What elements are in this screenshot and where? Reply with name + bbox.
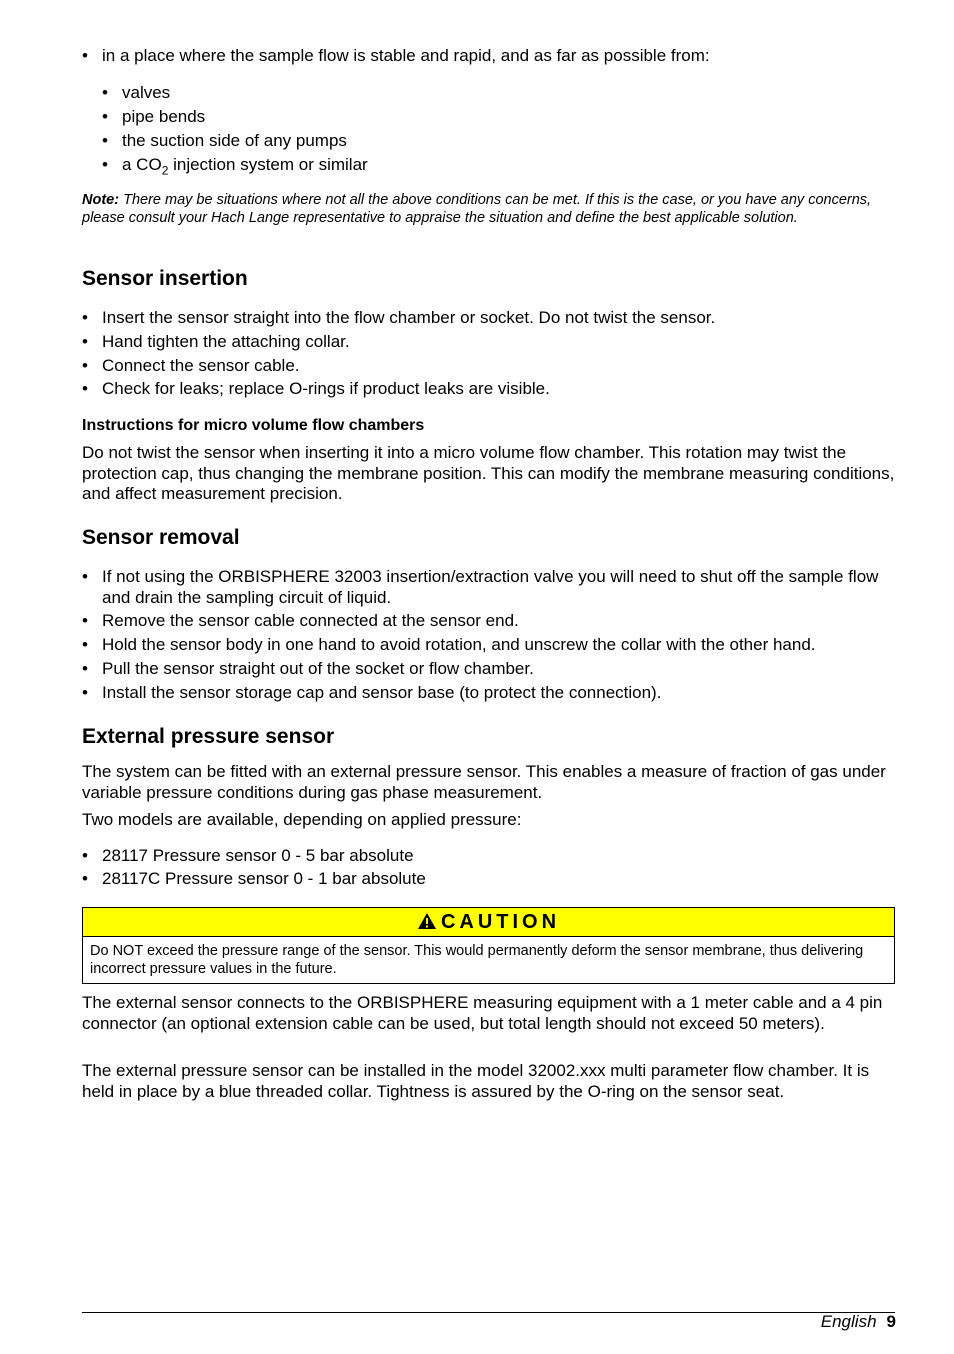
- external-pressure-para4: The external pressure sensor can be installed in the model 32002.xxx multi parameter flow chamber. It is held in place by a blue threaded collar. Tightness is assured by the O-ring on the sensor seat.: [82, 1061, 870, 1101]
- external-pressure-para1: The system can be fitted with an external pressure sensor. This enables a measure of fraction of gas under variable pressure conditions during gas phase measurement.: [82, 762, 886, 802]
- warning-triangle-icon: [417, 911, 441, 933]
- external-pressure-para3: The external sensor connects to the ORBISPHERE measuring equipment with a 1 meter cable and a 4 pin connector (an optional extension cable can be used, but total length should not exceed 50 meters).: [82, 993, 883, 1033]
- subheading-micro-volume: Instructions for micro volume flow chambers: [82, 417, 425, 434]
- footer: [821, 1312, 896, 1332]
- page-number: 9: [886, 1312, 896, 1331]
- heading-sensor-insertion: Sensor insertion: [82, 267, 248, 290]
- note: [82, 191, 894, 227]
- footer-rule: [82, 1312, 895, 1313]
- caution-title: CAUTION: [440, 911, 561, 933]
- micro-volume-paragraph: Do not twist the sensor when inserting it into a micro volume flow chamber. This rotation may twist the protection cap, thus changing the membrane position. This can modify the membrane measuring conditions, and affect measurement precision.: [82, 443, 895, 503]
- caution-header: [83, 908, 894, 937]
- note-text: There may be situations where not all the above conditions can be met. If this is the case, or you have any concerns, please consult your Hach Lange representative to appraise the situation and define the best applicable solution.: [82, 192, 872, 226]
- footer-language: English: [820, 1312, 877, 1331]
- caution-box: [82, 907, 895, 984]
- heading-sensor-removal: Sensor removal: [82, 526, 240, 549]
- caution-text: Do NOT exceed the pressure range of the sensor. This would permanently deform the sensor membrane, thus delivering incorrect pressure values in the future.: [90, 943, 864, 977]
- note-label: Note:: [82, 192, 120, 208]
- external-pressure-para2: Two models are available, depending on applied pressure:: [82, 810, 522, 829]
- heading-external-pressure-sensor: External pressure sensor: [82, 725, 335, 748]
